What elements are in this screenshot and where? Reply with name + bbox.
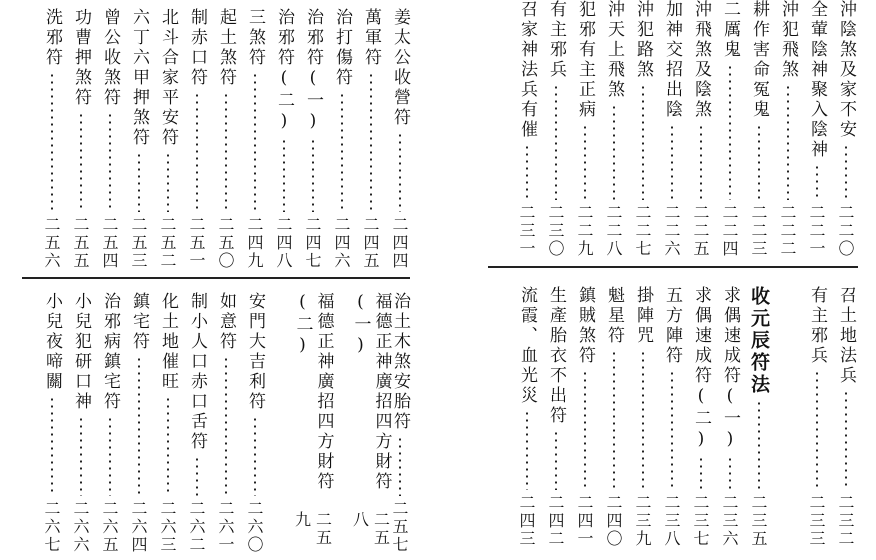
toc-leader-dots (671, 124, 673, 200)
toc-leader-dots (816, 164, 818, 200)
toc-page-number: 二六〇 (245, 500, 264, 554)
toc-page-number: 二五七 (390, 500, 409, 554)
toc-leader-dots (138, 356, 140, 496)
toc-entry (153, 8, 182, 270)
toc-leader-dots (758, 400, 760, 490)
toc-entry-title: 起土煞符 (216, 8, 236, 88)
toc-entry (628, 0, 657, 258)
toc-entry (686, 286, 715, 548)
toc-entry (95, 292, 124, 554)
toc-entry (541, 0, 570, 258)
toc-page-number: 二六四 (129, 500, 148, 554)
toc-entry-title: 六丁六甲押煞符 (129, 8, 149, 148)
toc-page-number: 二五八 (350, 511, 391, 548)
toc-entry-title: 沖天上飛煞 (604, 0, 624, 100)
toc-entry-title: 安門大吉利符 (245, 292, 265, 412)
toc-entry (356, 8, 385, 270)
toc-entry-title: 全葷陰神聚入陰神 (807, 0, 827, 160)
toc-page-number: 二四九 (245, 216, 264, 270)
toc-page-number: 二三八 (662, 494, 681, 548)
toc-entry-title: 鎮賊煞符 (575, 286, 595, 366)
toc-leader-dots (283, 138, 285, 212)
toc-leader-dots (729, 456, 731, 490)
toc-page-number: 二二一 (807, 204, 826, 258)
toc-entry-title: 治邪符(一) (303, 8, 323, 134)
toc-entry-title: 治打傷符 (332, 8, 352, 88)
toc-entry (831, 0, 860, 258)
toc-entry-title: 沖犯路煞 (633, 0, 653, 80)
toc-page-number: 二五〇 (216, 216, 235, 270)
toc-page-number: 二二八 (604, 204, 623, 258)
toc-page-number: 二四五 (361, 216, 380, 270)
toc-entry (37, 292, 66, 554)
toc-entry (657, 286, 686, 548)
toc-entry (657, 0, 686, 258)
toc-entry-title: 加神交招出陰 (662, 0, 682, 120)
toc-leader-dots (584, 370, 586, 490)
toc-page-number: 二二九 (575, 204, 594, 258)
toc-entry-title: 功曹押煞符 (71, 8, 91, 108)
toc-entry-title: 魁星符 (604, 286, 624, 346)
toc-leader-dots (109, 416, 111, 496)
toc-entry (512, 286, 541, 548)
right-page-divider (488, 266, 858, 268)
toc-entry-title: 求偶速成符(一) (720, 286, 740, 452)
toc-page-number: 二四二 (546, 494, 565, 548)
toc-entry (327, 8, 356, 270)
toc-entry (802, 286, 831, 548)
toc-leader-dots (196, 92, 198, 212)
toc-entry (773, 0, 802, 258)
toc-entry (66, 8, 95, 270)
toc-entry-title: 化土地催旺 (158, 292, 178, 392)
toc-entry-title: 五方陣符 (662, 286, 682, 366)
toc-leader-dots (51, 72, 53, 212)
toc-entry (298, 8, 327, 270)
toc-entry (240, 8, 269, 270)
left-page (0, 0, 420, 560)
toc-page-number: 二二五 (691, 204, 710, 258)
toc-page-number: 二五九 (292, 511, 333, 548)
right-page-bottom-toc (448, 286, 860, 548)
toc-entry (541, 286, 570, 548)
toc-leader-dots (845, 144, 847, 200)
toc-leader-dots (613, 104, 615, 200)
toc-entry-title: 治邪符(二) (274, 8, 294, 134)
toc-leader-dots (399, 436, 401, 496)
toc-entry-title: 萬軍符 (361, 8, 381, 68)
toc-leader-dots (80, 112, 82, 212)
toc-page-number: 二四〇 (604, 494, 623, 548)
toc-leader-dots (109, 112, 111, 212)
toc-entry-title: 治土木煞安胎符 (390, 292, 410, 432)
toc-entry (124, 8, 153, 270)
toc-leader-dots (555, 430, 557, 490)
toc-entry-title: 福德正神廣招四方財符(一) (350, 292, 392, 492)
toc-leader-dots (758, 124, 760, 200)
toc-page-number: 二四四 (390, 216, 409, 270)
toc-leader-dots (196, 456, 198, 496)
toc-leader-dots (642, 84, 644, 200)
toc-entry (153, 292, 182, 554)
toc-page-number: 二六三 (158, 500, 177, 554)
toc-entry-title: 三煞符 (245, 8, 265, 68)
right-page (448, 0, 876, 560)
toc-entry-title: 召家神法兵有催 (517, 0, 537, 140)
right-page-top-toc (448, 0, 860, 258)
toc-entry-title: 福德正神廣招四方財符(二) (292, 292, 334, 492)
toc-page-number: 二二三 (749, 204, 768, 258)
toc-entry-title: 曾公收煞符 (100, 8, 120, 108)
toc-entry-title: 如意符 (216, 292, 236, 352)
toc-entry-title: 小兒犯研口神 (71, 292, 91, 412)
toc-page-number: 二二四 (720, 204, 739, 258)
toc-entry-title: 制赤口符 (187, 8, 207, 88)
left-page-divider (22, 277, 410, 279)
toc-entry-title: 掛陣咒 (633, 286, 653, 346)
toc-page-number: 二六一 (216, 500, 235, 554)
toc-leader-dots (613, 350, 615, 490)
toc-leader-dots (555, 84, 557, 200)
toc-page-number: 二三一 (517, 204, 536, 258)
toc-page-number: 二四六 (332, 216, 351, 270)
toc-entry (512, 0, 541, 258)
toc-entry-title: 求偶速成符(二) (691, 286, 711, 452)
toc-entry (182, 8, 211, 270)
toc-entry (744, 0, 773, 258)
toc-entry-title: 沖陰煞及家不安 (836, 0, 856, 140)
toc-page-number: 二四七 (303, 216, 322, 270)
toc-leader-dots (225, 356, 227, 496)
toc-leader-dots (167, 396, 169, 496)
toc-entry-title: 收元辰符法 (748, 286, 770, 396)
toc-page-number: 二五五 (71, 216, 90, 270)
toc-entry (599, 0, 628, 258)
toc-page-number: 二二〇 (836, 204, 855, 258)
toc-leader-dots (671, 370, 673, 490)
toc-entry-title: 鎮宅符 (129, 292, 149, 352)
toc-page-number: 二六六 (71, 500, 90, 554)
toc-entry-title: 沖飛煞及陰煞 (691, 0, 711, 120)
toc-entry-title: 耕作害命冤鬼 (749, 0, 769, 120)
toc-entry (570, 0, 599, 258)
toc-leader-dots (80, 416, 82, 496)
toc-leader-dots (700, 456, 702, 490)
toc-entry (715, 0, 744, 258)
toc-leader-dots (526, 410, 528, 490)
toc-leader-dots (642, 350, 644, 490)
toc-entry-title: 有主邪兵 (546, 0, 566, 80)
toc-entry (269, 8, 298, 270)
toc-entry (211, 292, 240, 554)
toc-leader-dots (225, 92, 227, 212)
toc-page-number: 二三〇 (546, 204, 565, 258)
toc-entry-title: 姜太公收營符 (390, 8, 410, 128)
toc-leader-dots (845, 390, 847, 490)
toc-entry (292, 292, 334, 554)
toc-entry-title: 生產胎衣不出符 (546, 286, 566, 426)
toc-page-number: 二五六 (42, 216, 61, 270)
toc-entry (831, 286, 860, 548)
toc-leader-dots (312, 138, 314, 212)
toc-page-number: 二六七 (42, 500, 61, 554)
toc-page-number: 二三九 (633, 494, 652, 548)
left-page-top-toc (0, 8, 414, 270)
toc-entry (95, 8, 124, 270)
toc-page-number: 二三六 (720, 494, 739, 548)
toc-leader-dots (526, 144, 528, 200)
toc-leader-dots (138, 152, 140, 212)
toc-page-number: 二五四 (100, 216, 119, 270)
toc-page-number: 二二七 (633, 204, 652, 258)
toc-entry-title: 制小人口赤口舌符 (187, 292, 207, 452)
toc-page-number: 二三三 (807, 494, 826, 548)
toc-page-number: 二二六 (662, 204, 681, 258)
toc-entry (350, 292, 392, 554)
toc-entry-title: 召土地法兵 (836, 286, 856, 386)
toc-entry (802, 0, 831, 258)
toc-entry-title: 小兒夜啼關 (42, 292, 62, 392)
toc-page-number: 二三二 (836, 494, 855, 548)
toc-page-number: 二四一 (575, 494, 594, 548)
toc-leader-dots (254, 416, 256, 496)
toc-page-number: 二五二 (158, 216, 177, 270)
toc-entry (385, 8, 414, 270)
toc-entry (385, 292, 414, 554)
toc-entry (37, 8, 66, 270)
toc-entry (715, 286, 744, 548)
toc-entry-title: 北斗合家平安符 (158, 8, 178, 148)
toc-leader-dots (700, 124, 702, 200)
toc-entry (570, 286, 599, 548)
toc-entry-title: 有主邪兵 (807, 286, 827, 366)
toc-entry (599, 286, 628, 548)
toc-leader-dots (399, 132, 401, 212)
toc-entry (240, 292, 269, 554)
toc-entry (182, 292, 211, 554)
toc-page-number: 二三五 (749, 494, 768, 548)
toc-section-heading (744, 286, 773, 548)
toc-page-number: 二五三 (129, 216, 148, 270)
toc-entry-title: 治邪病鎮宅符 (100, 292, 120, 412)
toc-leader-dots (254, 72, 256, 212)
toc-entry (773, 286, 802, 548)
toc-entry-title: 洗邪符 (42, 8, 62, 68)
toc-entry (628, 286, 657, 548)
toc-leader-dots (341, 92, 343, 212)
toc-page-number: 二五一 (187, 216, 206, 270)
toc-leader-dots (167, 152, 169, 212)
toc-leader-dots (729, 64, 731, 200)
toc-leader-dots (584, 124, 586, 200)
toc-entry-title: 流霞、血光災 (517, 286, 537, 406)
left-page-bottom-toc (0, 292, 414, 554)
toc-entry (124, 292, 153, 554)
toc-leader-dots (51, 396, 53, 496)
toc-page-number: 二六五 (100, 500, 119, 554)
toc-entry-title: 沖犯飛煞 (778, 0, 798, 80)
toc-leader-dots (787, 84, 789, 200)
toc-entry (211, 8, 240, 270)
toc-page-number: 二四八 (274, 216, 293, 270)
toc-page-number: 二六二 (187, 500, 206, 554)
toc-page-number: 二二二 (778, 204, 797, 258)
toc-leader-dots (816, 370, 818, 490)
toc-leader-dots (370, 72, 372, 212)
toc-page-number: 二三七 (691, 494, 710, 548)
toc-entry-title: 犯邪有主正病 (575, 0, 595, 120)
toc-entry (66, 292, 95, 554)
toc-entry-title: 二厲鬼 (720, 0, 740, 60)
toc-entry (686, 0, 715, 258)
toc-page-number: 二四三 (517, 494, 536, 548)
